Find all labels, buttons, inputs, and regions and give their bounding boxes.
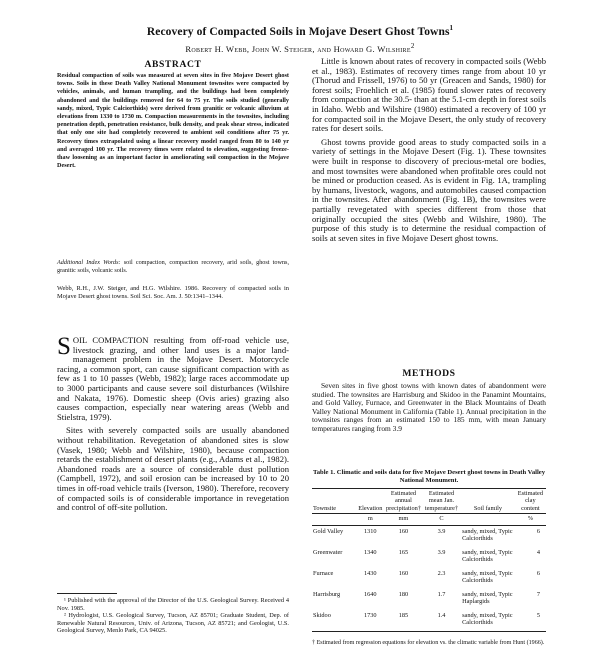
- cell-clay: 6: [536, 569, 540, 577]
- cell-elevation: 1340: [363, 548, 377, 556]
- cell-townsite: Furnace: [313, 569, 334, 577]
- additional-index-list: soil compaction, compaction recovery, arid soils, ghost towns, granitic soils, volcanic soils.: [57, 259, 289, 275]
- table-row: [312, 589, 546, 610]
- cell-precip: 160: [398, 527, 409, 535]
- cell-soil: sandy, mixed, Typic Calciorthids: [462, 527, 513, 543]
- cell-elevation: 1640: [363, 590, 377, 598]
- table-caption: Table 1. Climatic and soils data for five Mojave Desert ghost towns in Death Valley National Monument.: [312, 469, 546, 484]
- cell-precip: 185: [385, 610, 422, 632]
- col-header-soil: Soil family: [461, 489, 515, 514]
- methods-text: [312, 382, 546, 434]
- cell-precip: 180: [398, 590, 409, 598]
- footnotes: [57, 597, 289, 635]
- unit-clay: %: [515, 514, 546, 526]
- units-row: [312, 514, 546, 526]
- intro-left-column: [57, 333, 289, 517]
- abstract-text: Residual compaction of soils was measured at seven sites in five Mojave Desert ghost towns. Soils in these Death Valley National Monument townsites were compacted by vehicles, animals, and human trampling, and the buildings had been completely abandoned and the buildings removed for 64 to 75 yr. The soils studied (generally sandy, mixed, Typic Calciorthids) were derived from granitic or volcanic alluvium at elevations from 1330 to 1730 m. Compaction measurements in the townsites, including penetration depth, penetration resistance, bulk density, and peak shear stress, indicated that only one site had completely recovered to ambient soil conditions after 75 yr. Recovery times extrapolated using a linear recovery model ranged from 80 to 140 yr and averaged 100 yr. The recovery times were related to elevation, suggesting freeze-thaw loosening as an important factor in ameliorating soil compaction in the Mojave Desert.: [57, 72, 289, 170]
- intro-paragraph-4: Ghost towns provide good areas to study compacted soils in a variety of settings in the Mojave Desert (Fig. 1). These townsites were built in response to discovery of precious-metal ore bodies, and most townsites were abandoned when profitable ores could not be mined or production ceased. As is evident in Fig. 1A, trampling by humans, livestock, wagons, and automobiles caused compaction in the townsites. After abandonment (Fig. 1B), the townsites were partially revegetated with species different from those that originally occupied the sites (Webb and Wilshire, 1980). The purpose of this study is to determine the residual compaction of soils at seven sites in five Mojave Desert ghost towns.: [312, 136, 546, 243]
- cell-clay: 4: [536, 548, 540, 556]
- cell-temp: 2.3: [437, 569, 446, 577]
- cell-temp: 1.7: [437, 590, 446, 598]
- cell-clay: 5: [515, 610, 546, 632]
- cell-townsite: Harrisburg: [313, 590, 341, 598]
- cell-precip: 165: [398, 548, 409, 556]
- intro-paragraph-1: SOIL COMPACTION resulting from off-road vehicle use, livestock grazing, and other land uses is a major land-management problem in the Mojave Desert. Motorcycle racing, a common sport, can cause significant compaction with as few as 1 to 10 passes (Webb, 1982); large races accommodate up to 3000 participants and cause severe soil disturbances (Wilshire and Nakata, 1976). Domestic sheep (Ovis aries) grazing also causes compaction, especially near watering areas (Webb and Stielstra, 1979).: [57, 333, 289, 422]
- intro-right-column: [312, 57, 546, 247]
- col-header-clay: Estimated clay content: [515, 489, 546, 514]
- author-line: Robert H. Webb, John W. Steiger, and Howard G. Wilshire$^2$: [185, 42, 415, 54]
- climate-soils-table: [312, 488, 546, 632]
- abstract-heading: ABSTRACT: [144, 59, 202, 70]
- methods-paragraph: Seven sites in five ghost towns with known dates of abandonment were studied. The townsites are Harrisburg and Skidoo in the Panamint Mountains, and Gold Valley, Furnace, and Greenwater in the Black Mountains of Death Valley National Monument in California (Table 1). Annual precipitation in the townsites ranges from an estimated 150 to 185 mm, with mean January temperatures ranging from 3.9: [312, 381, 546, 433]
- cell-soil: sandy, mixed, Typic Haplargids: [462, 590, 513, 606]
- cell-elevation: 1310: [363, 527, 377, 535]
- cell-elevation: 1430: [363, 569, 377, 577]
- cell-clay: 6: [536, 527, 540, 535]
- cell-townsite: Gold Valley: [313, 527, 344, 535]
- methods-heading: METHODS: [402, 368, 456, 379]
- cell-soil: sandy, mixed, Typic Calciorthids: [462, 548, 513, 564]
- drop-cap: S: [57, 333, 71, 360]
- cell-temp: 3.9: [437, 527, 446, 535]
- citation: Webb, R.H., J.W. Steiger, and H.G. Wilshire. 1986. Recovery of compacted soils in Mojave Desert ghost towns. Soil Sci. Soc. Am. J. 50:1341–1344.: [57, 285, 289, 300]
- cell-precip: 160: [398, 569, 409, 577]
- unit-precip: mm: [385, 514, 422, 526]
- footnote-1: ¹ Published with the approval of the Director of the U.S. Geological Survey. Received 4 Nov. 1985.: [57, 597, 289, 612]
- unit-elevation: m: [356, 514, 385, 526]
- table-row: [312, 547, 546, 568]
- col-header-townsite: Townsite: [312, 489, 356, 514]
- cell-soil: sandy, mixed, Typic Calciorthids: [461, 610, 515, 632]
- table-row: [312, 610, 546, 632]
- table-footnote: † Estimated from regression equations for elevation vs. the climatic variable from Hunt (1966).: [312, 640, 545, 646]
- col-header-elevation: Elevation: [356, 489, 385, 514]
- table-row: [312, 568, 546, 589]
- cell-townsite: Greenwater: [313, 548, 343, 556]
- article-title: Recovery of Compacted Soils in Mojave Desert Ghost Towns$^1$: [146, 24, 454, 38]
- cell-townsite: Skidoo: [312, 610, 356, 632]
- intro-paragraph-3: Little is known about rates of recovery in compacted soils (Webb et al., 1983). Estimates of recovery times range from about 10 yr (Thorud and Frissell, 1976) to 50 yr (Greacen and Sands, 1980) for forest soils; Froehlich et al. (1985) found slower rates of recovery from compaction at the 30.5- than at the 5.1-cm depth in forest soils in Idaho. Webb and Wilshire (1980) estimated a recovery of 100 yr for compacted soil in the Mojave Desert, the only study of recovery rates for desert soils.: [312, 56, 546, 134]
- unit-temp: C: [422, 514, 461, 526]
- table-row: [312, 525, 546, 547]
- author-footnote-marker: 2: [410, 42, 415, 51]
- cell-clay: 7: [536, 590, 540, 598]
- additional-index-words: [57, 259, 289, 275]
- cell-soil: sandy, mixed, Typic Calciorthids: [462, 569, 513, 585]
- col-header-precip: Estimated annual precipitation†: [385, 490, 421, 512]
- cell-elevation: 1730: [356, 610, 385, 632]
- cell-temp: 1.4: [422, 610, 461, 632]
- cell-temp: 3.9: [437, 548, 446, 556]
- additional-index-label: Additional Index Words:: [57, 259, 121, 266]
- col-header-temp: Estimated mean Jan. temperature†: [422, 489, 461, 514]
- footnote-2: ² Hydrologist, U.S. Geological Survey, Tucson, AZ 85701; Graduate Student, Dep. of Renewable Natural Resources, Univ. of Arizona, Tucson, AZ 85721; and Geologist, U.S. Geological Survey, Menlo Park, CA 94025.: [57, 612, 289, 635]
- intro-paragraph-2: Sites with severely compacted soils are usually abandoned without rehabilitation. Revegetation of abandoned sites is slow (Vasek, 1980; Webb and Wilshire, 1980), because compaction retards the establishment of desert plants (e.g., Adams et al., 1982). Abandoned roads are a source of considerable dust pollution (Campbell, 1972), and soil erosion can be increased by 10 to 20 times in off-road vehicle trails (Iverson, 1980). Therefore, recovery of compacted soils is of considerable importance in revegetation and control of off-site pollution.: [57, 425, 289, 513]
- footnote-divider: [57, 593, 117, 594]
- title-footnote-marker: 1: [449, 24, 454, 33]
